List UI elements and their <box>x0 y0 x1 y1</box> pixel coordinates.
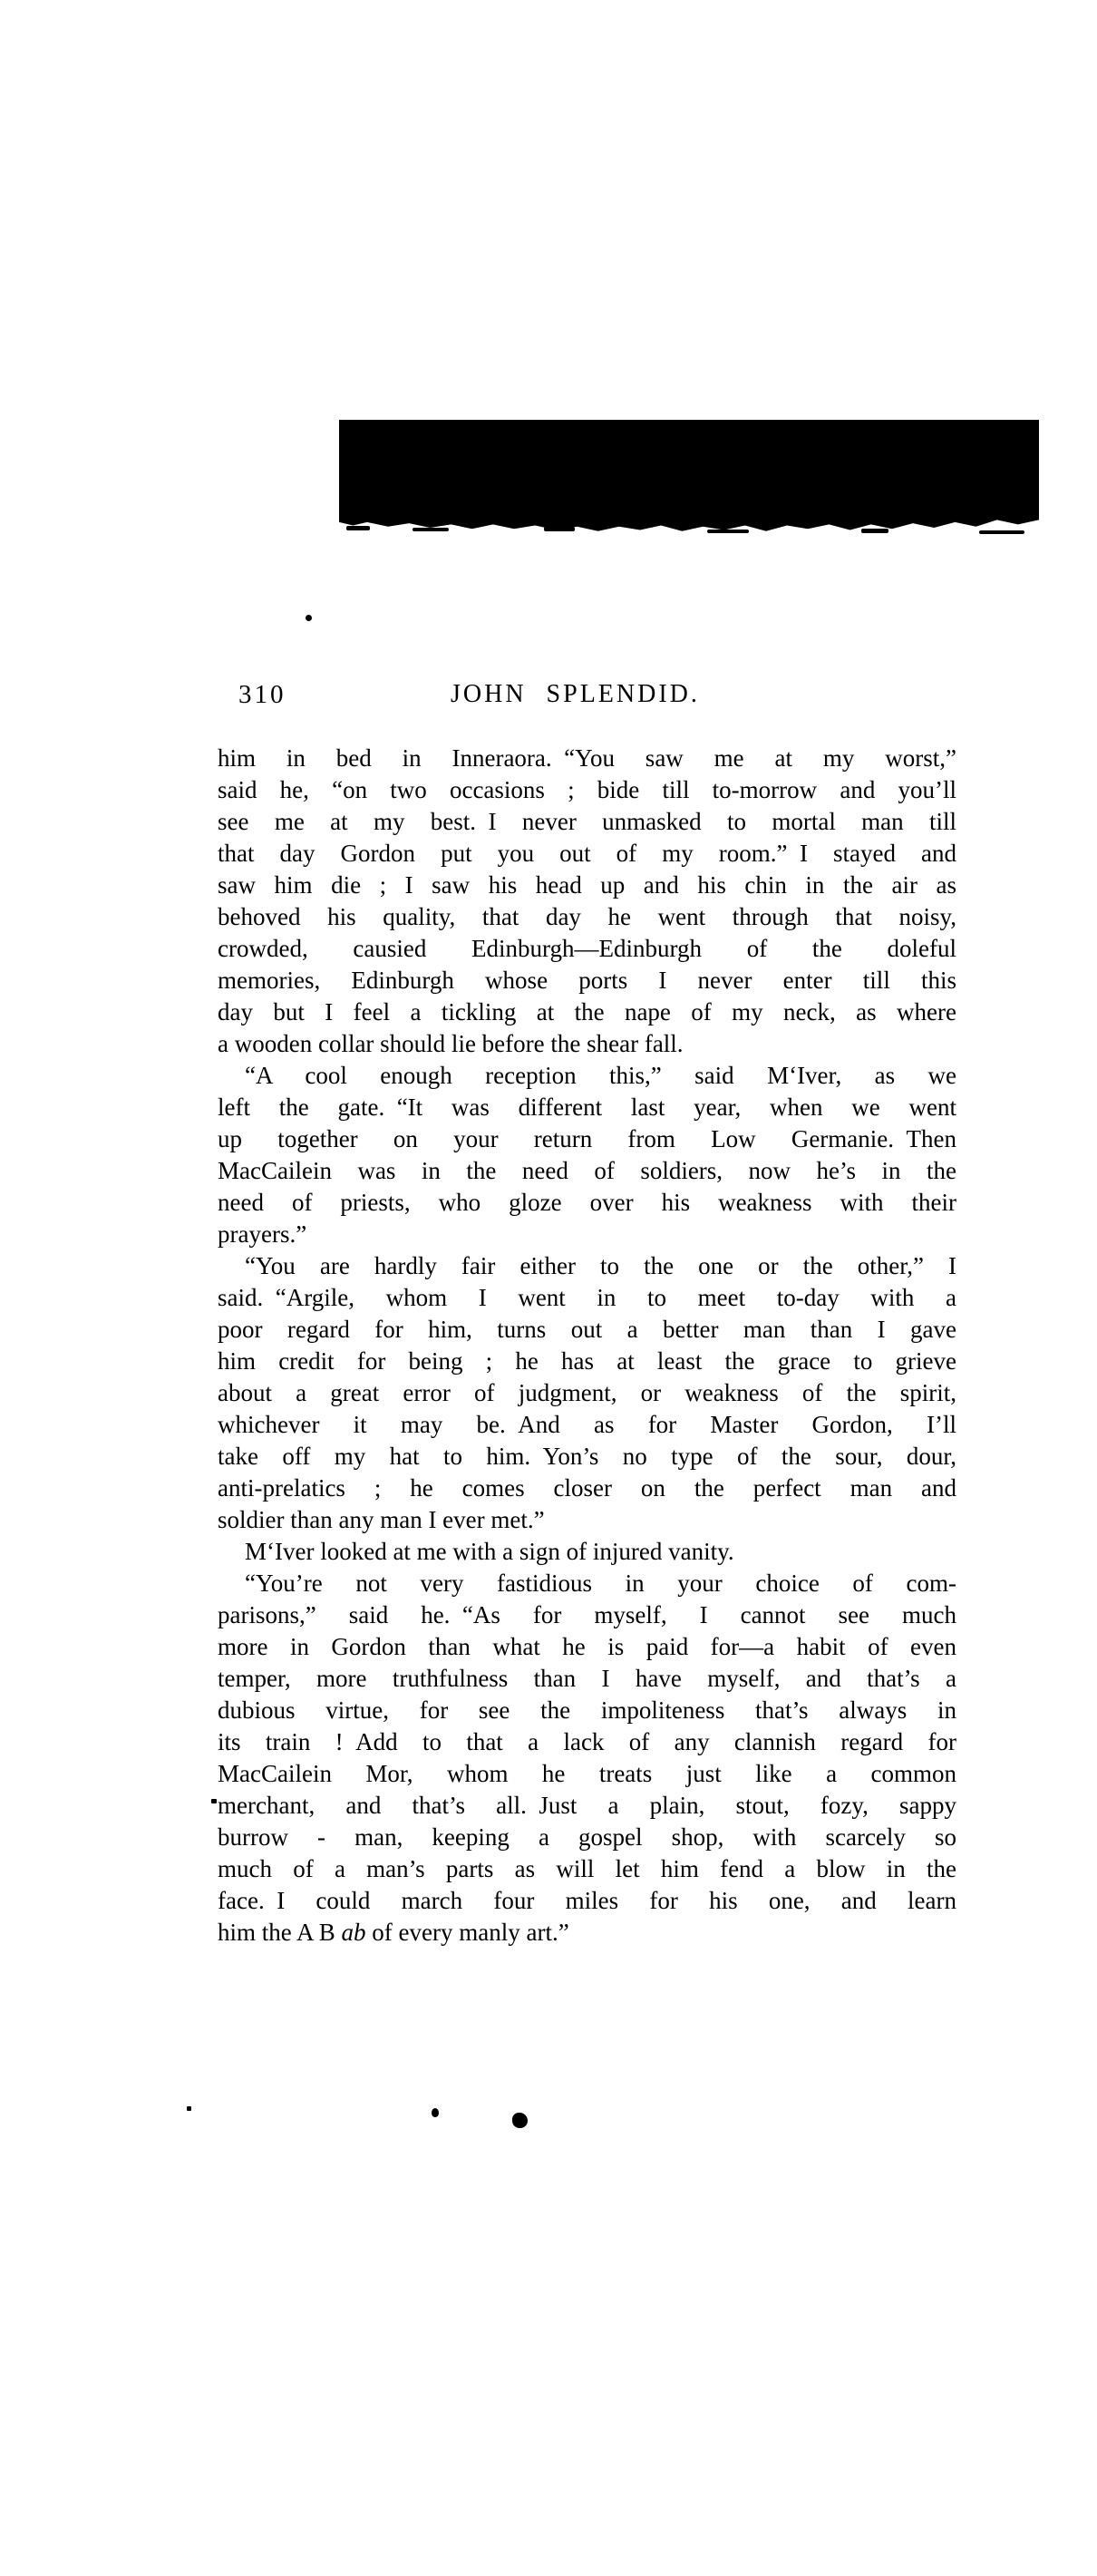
paragraph <box>218 1060 956 1250</box>
text-line: left the gate. “It was different last year, when we went <box>218 1094 956 1121</box>
text-line: more in Gordon than what he is paid for—a habit of even <box>218 1633 956 1660</box>
text-line: face. I could march four miles for his one, and learn <box>218 1887 956 1914</box>
scan-bar-fragment <box>346 526 370 530</box>
text-line: him in bed in Inneraora. “You saw me at my worst,” <box>218 744 956 772</box>
text-line: merchant, and that’s all. Just a plain, stout, fozy, sappy <box>218 1792 956 1819</box>
text-line: parisons,” said he. “As for myself, I cannot see much <box>218 1601 956 1628</box>
paragraph <box>218 1250 956 1536</box>
text-line: burrow - man, keeping a gospel shop, with scarcely so <box>218 1823 956 1851</box>
text-line: “You are hardly fair either to the one or the other,” I <box>245 1252 956 1279</box>
text-line: see me at my best. I never unmasked to mortal man till <box>218 808 956 835</box>
text-line: dubious virtue, for see the impoliteness that’s always in <box>218 1696 956 1724</box>
text-line: about a great error of judgment, or weakness of the spirit, <box>218 1379 956 1406</box>
text-line: him credit for being ; he has at least the grace to grieve <box>218 1347 956 1375</box>
text-line: temper, more truthfulness than I have myself, and that’s a <box>218 1665 956 1692</box>
text-line: him the A B ab of every manly art.” <box>218 1919 569 1946</box>
text-line: day but I feel a tickling at the nape of my neck, as where <box>218 998 956 1026</box>
text-line: memories, Edinburgh whose ports I never enter till this <box>218 967 956 994</box>
text-line: MacCailein was in the need of soldiers, now he’s in the <box>218 1157 956 1184</box>
text-line: saw him die ; I saw his head up and his chin in the air as <box>218 871 956 899</box>
text-line: a wooden collar should lie before the shear fall. <box>218 1030 684 1057</box>
text-line: that day Gordon put you out of my room.” I stayed and <box>218 840 956 867</box>
text-line: said. “Argile, whom I went in to meet to-day with a <box>218 1284 956 1311</box>
text-line: poor regard for him, turns out a better man than I gave <box>218 1316 956 1343</box>
scan-bar-fragment <box>544 527 575 531</box>
text-line: soldier than any man I ever met.” <box>218 1506 545 1533</box>
scan-bar-fragment <box>861 529 888 533</box>
text-line: whichever it may be. And as for Master Gordon, I’ll <box>218 1411 956 1438</box>
black-scan-bar <box>339 420 1039 532</box>
text-line: “A cool enough reception this,” said M‘Iver, as we <box>245 1062 956 1089</box>
page-number: 310 <box>238 680 286 709</box>
bottom-speck-small <box>187 2106 191 2111</box>
paragraph <box>218 1536 956 1568</box>
scan-bar-fragment <box>707 530 749 533</box>
text-line: said he, “on two occasions ; bide till to-morrow and you’ll <box>218 776 956 803</box>
scan-bar-fragment <box>413 528 449 531</box>
bottom-blob <box>512 2113 528 2128</box>
text-line: much of a man’s parts as will let him fend a blow in the <box>218 1855 956 1882</box>
bottom-speck-medium <box>432 2108 439 2117</box>
scan-bar-fragment <box>979 530 1024 534</box>
text-line: crowded, causied Edinburgh—Edinburgh of the doleful <box>218 935 956 962</box>
text-line: prayers.” <box>218 1220 307 1248</box>
top-dot <box>306 615 312 621</box>
text-line: need of priests, who gloze over his weakness with their <box>218 1189 956 1216</box>
page-text <box>218 743 956 1949</box>
text-line: “You’re not very fastidious in your choice of com- <box>245 1570 956 1597</box>
text-line: MacCailein Mor, whom he treats just like a common <box>218 1760 956 1787</box>
text-line: behoved his quality, that day he went through that noisy, <box>218 903 956 930</box>
text-line: anti-prelatics ; he comes closer on the perfect man and <box>218 1474 956 1502</box>
text-line: its train ! Add to that a lack of any clannish regard for <box>218 1728 956 1755</box>
running-title: JOHN SPLENDID. <box>451 680 700 708</box>
margin-speck <box>211 1799 217 1803</box>
text-line: up together on your return from Low Germanie. Then <box>218 1125 956 1152</box>
text-line: M‘Iver looked at me with a sign of injured vanity. <box>245 1538 734 1565</box>
text-line: take off my hat to him. Yon’s no type of the sour, dour, <box>218 1443 956 1470</box>
paragraph <box>218 1568 956 1949</box>
paragraph <box>218 743 956 1060</box>
